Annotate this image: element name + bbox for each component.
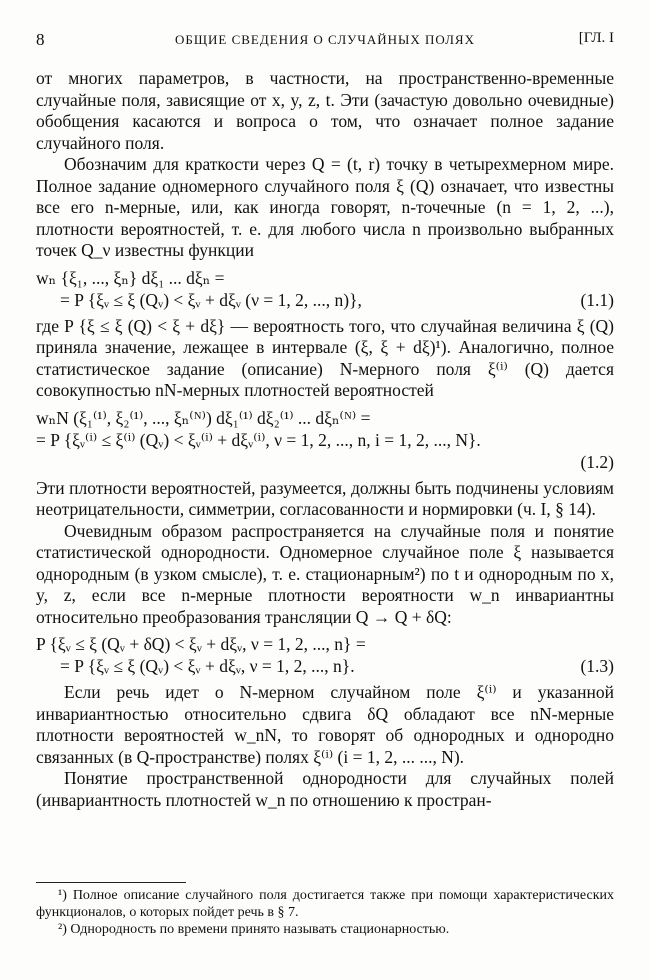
paragraph-2: Обозначим для краткости через Q = (t, r) точку в четырехмерном мире. Полное задание одномерного случайного поля ξ (Q) означает, что известны все его n-мерные, или, как иногда говорят, n-точечные (n = 1, 2, ...), плотности вероятностей, т. е. для любого числа n произвольно выбранных точек Q_ν известны функции <box>36 154 614 260</box>
formula-1-2-line-2: = P {ξᵥ⁽ⁱ⁾ ≤ ξ⁽ⁱ⁾ (Qᵥ) < ξᵥ⁽ⁱ⁾ + dξᵥ⁽ⁱ⁾, ν = 1, 2, ..., n, i = 1, 2, ..., N}. <box>36 429 481 450</box>
footnotes <box>36 882 614 938</box>
formula-1-1-line-1: wₙ {ξ₁, ..., ξₙ} dξ₁ ... dξₙ = <box>36 267 225 288</box>
footnote-1: ¹) Полное описание случайного поля достигается также при помощи характеристических функционалов, о которых пойдет речь в § 7. <box>36 888 614 920</box>
paragraph-4: Эти плотности вероятностей, разумеется, должны быть подчинены условиям неотрицательности, симметрии, согласованности и нормировки (ч. I, § 14). <box>36 477 614 519</box>
paragraph-5: Очевидным образом распространяется на случайные поля и понятие статистической однородности. Одномерное случайное поле ξ называется однородным (в узком смысле), т. е. стационарным²) по t и однородным по x, y, z, если все n-мерные плотности вероятности w_n инвариантны относительно преобразования трансляции Q → Q + δQ: <box>36 520 614 627</box>
page-body <box>36 68 614 811</box>
equation-number-1-3: (1.3) <box>580 656 614 676</box>
formula-1-3-line-2: = P {ξᵥ ≤ ξ (Qᵥ) < ξᵥ + dξᵥ, ν = 1, 2, ..., n}. <box>60 656 355 676</box>
formula-1-2-line-1: wₙN (ξ₁⁽¹⁾, ξ₂⁽¹⁾, ..., ξₙ⁽ᴺ⁾) dξ₁⁽¹⁾ dξ₂⁽¹⁾ ... dξₙ⁽ᴺ⁾ = <box>36 407 371 428</box>
page-header <box>36 30 614 54</box>
paragraph-3: где P {ξ ≤ ξ (Q) < ξ + dξ} — вероятность того, что случайная величина ξ (Q) приняла значение, лежащее в интервале (ξ, ξ + dξ)¹). Аналогично, полное статистическое задание (описание) N-мерного поля ξ⁽ⁱ⁾ (Q) дается совокупностью nN-мерных плотностей вероятностей <box>36 315 614 400</box>
running-title: ОБЩИЕ СВЕДЕНИЯ О СЛУЧАЙНЫХ ПОЛЯХ <box>175 32 475 47</box>
paragraph-6: Если речь идет о N-мерном случайном поле ξ⁽ⁱ⁾ и указанной инвариантностью относительно сдвига δQ обладают все nN-мерные плотности вероятностей w_nN, то говорят об однородных и однородно связанных (в Q-пространстве) полях ξ⁽ⁱ⁾ (i = 1, 2, ... ..., N). <box>36 682 614 767</box>
footnote-divider <box>36 882 186 883</box>
formula-1-1 <box>36 268 614 312</box>
chapter-marker: [ГЛ. I <box>578 30 614 46</box>
footnote-2: ²) Однородность по времени принято называть стационарностью. <box>58 922 450 937</box>
equation-number-1-2: (1.2) <box>580 451 614 472</box>
page-number: 8 <box>36 30 45 49</box>
formula-1-2 <box>36 408 614 474</box>
formula-1-1-line-2: = P {ξᵥ ≤ ξ (Qᵥ) < ξᵥ + dξᵥ (ν = 1, 2, ..., n)}, <box>60 289 362 310</box>
formula-1-3 <box>36 634 614 678</box>
paragraph-7: Понятие пространственной однородности для случайных полей (инвариантность плотностей w_n по отношению к простран- <box>36 768 614 810</box>
equation-number-1-1: (1.1) <box>580 289 614 310</box>
formula-1-3-line-1: P {ξᵥ ≤ ξ (Qᵥ + δQ) < ξᵥ + dξᵥ, ν = 1, 2, ..., n} = <box>36 634 366 654</box>
paragraph-1: от многих параметров, в частности, на пространственно-временные случайные поля, зависящие от x, y, z, t. Эти (зачастую довольно очевидные) обобщения касаются и вопроса о том, что означает полное задание случайного поля. <box>36 68 614 153</box>
